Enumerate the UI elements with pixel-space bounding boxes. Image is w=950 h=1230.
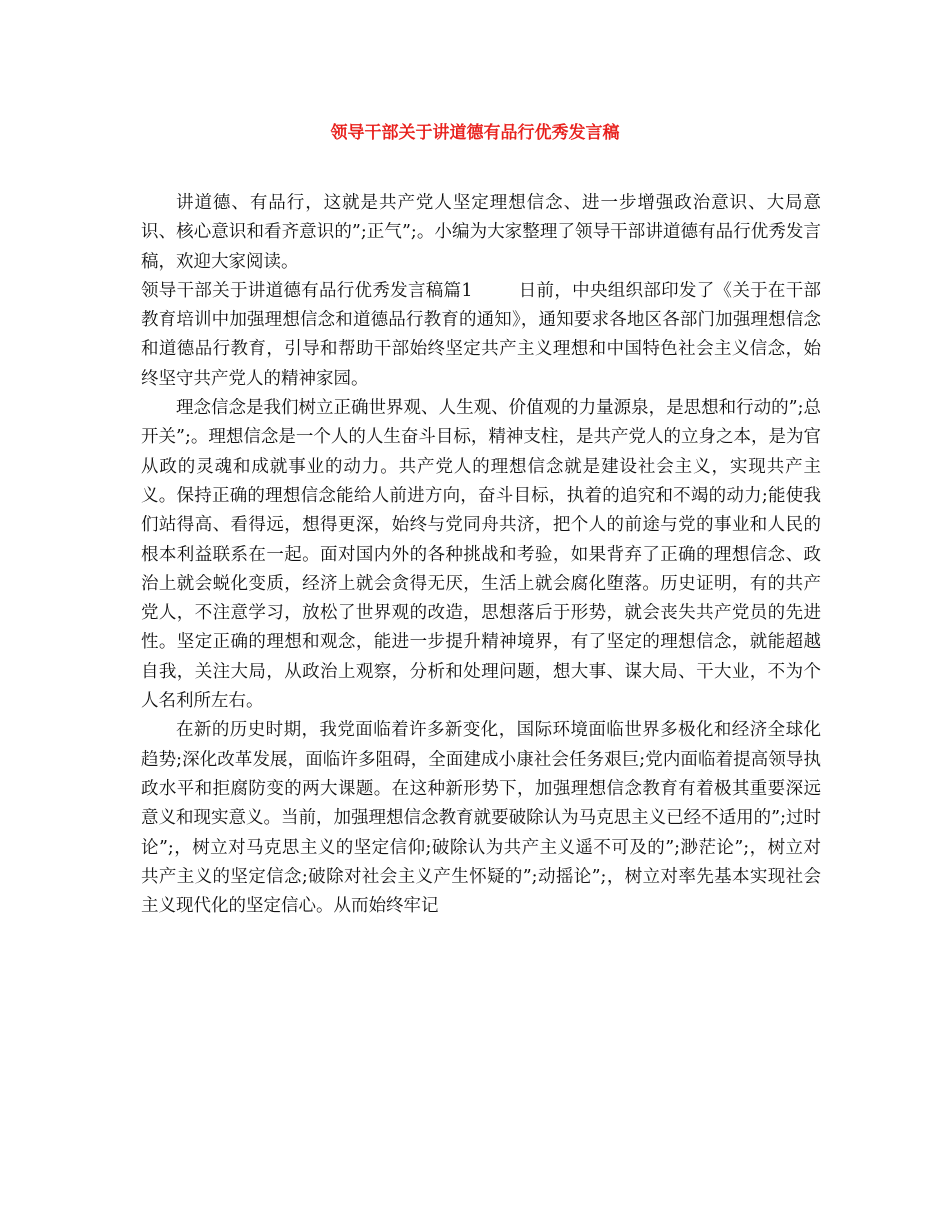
document-body: [141, 189, 821, 921]
intro-paragraph: 讲道德、有品行，这就是共产党人坚定理想信念、进一步增强政治意识、大局意识、核心意识和看齐意识的”;正气”;。小编为大家整理了领导干部讲道德有品行优秀发言稿，欢迎大家阅读。: [141, 193, 821, 272]
document-title: 领导干部关于讲道德有品行优秀发言稿: [330, 123, 620, 143]
section-heading: 领导干部关于讲道德有品行优秀发言稿篇1: [141, 280, 473, 301]
section-paragraph: [141, 277, 821, 394]
section-lead: 日前，中央组织部印发了《关于在干部教育培训中加强理想信念和道德品行教育的通知》，通知要求各地区各部门加强理想信念和道德品行教育，引导和帮助干部始终坚定共产主义理想和中国特色社会主义信念，始终坚守共产党人的精神家园。: [141, 280, 821, 389]
paragraph-3: 在新的历史时期，我党面临着许多新变化，国际环境面临世界多极化和经济全球化趋势;深化改革发展，面临许多阻碍，全面建成小康社会任务艰巨;党内面临着提高领导执政水平和拒腐防变的两大课题。在这种新形势下，加强理想信念教育有着极其重要深远意义和现实意义。当前，加强理想信念教育就要破除认为马克思主义已经不适用的”;过时论”;，树立对马克思主义的坚定信仰;破除认为共产主义遥不可及的”;渺茫论”;，树立对共产主义的坚定信念;破除对社会主义产生怀疑的”;动摇论”;，树立对率先基本实现社会主义现代化的坚定信心。从而始终牢记: [141, 720, 821, 917]
paragraph-2: 理念信念是我们树立正确世界观、人生观、价值观的力量源泉，是思想和行动的”;总开关”;。理想信念是一个人的人生奋斗目标，精神支柱，是共产党人的立身之本，是为官从政的灵魂和成就事业的动力。共产党人的理想信念就是建设社会主义，实现共产主义。保持正确的理想信念能给人前进方向，奋斗目标，执着的追究和不竭的动力;能使我们站得高、看得远，想得更深，始终与党同舟共济，把个人的前途与党的事业和人民的根本利益联系在一起。面对国内外的各种挑战和考验，如果背弃了正确的理想信念、政治上就会蜕化变质，经济上就会贪得无厌，生活上就会腐化堕落。历史证明，有的共产党人，不注意学习，放松了世界观的改造，思想落后于形势，就会丧失共产党员的先进性。坚定正确的理想和观念，能进一步提升精神境界，有了坚定的理想信念，就能超越自我，关注大局，从政治上观察，分析和处理问题，想大事、谋大局、干大业，不为个人名利所左右。: [141, 398, 821, 712]
